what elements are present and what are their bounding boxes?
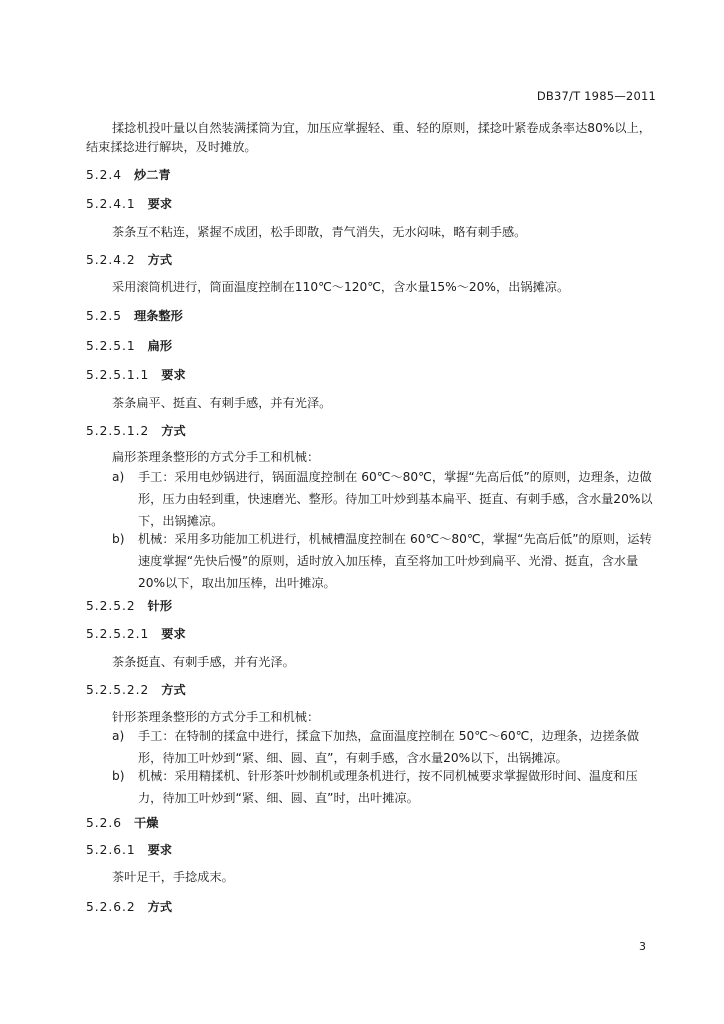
heading-5-2-6 <box>86 814 158 831</box>
list-item-a <box>112 466 658 532</box>
heading-5-2-5-2 <box>86 597 172 614</box>
list-text: 手工：采用电炒锅进行，锅面温度控制在 60℃～80℃，掌握“先高后低”的原则，边理条，边做形，压力由轻到重，快速磨光、整形。待加工叶炒到基本扁平、挺直、有刺手感，含水量20%以下，出锅摊凉。 <box>138 470 653 528</box>
heading-title: 方式 <box>161 424 186 438</box>
heading-number: 5.2.5.1 <box>86 339 136 353</box>
heading-title: 方式 <box>161 683 186 697</box>
header-divider <box>84 106 656 107</box>
heading-title: 要求 <box>161 368 186 382</box>
list-text: 手工：在特制的揉盒中进行，揉盒下加热，盒面温度控制在 50℃～60℃，边理条，边搓条做形，待加工叶炒到“紧、细、圆、直”，有刺手感，含水量20%以下，出锅摊凉。 <box>138 729 640 765</box>
paragraph: 结束揉捻进行解块，及时摊放。 <box>86 140 257 154</box>
heading-number: 5.2.5.1.1 <box>86 368 150 382</box>
heading-title: 方式 <box>147 900 173 914</box>
paragraph: 针形茶理条整形的方式分手工和机械： <box>112 710 320 724</box>
heading-title: 干燥 <box>134 816 159 830</box>
heading-title: 要求 <box>161 627 186 641</box>
heading-number: 5.2.5.2.2 <box>86 683 150 697</box>
heading-5-2-5-1-2 <box>86 422 186 439</box>
heading-number: 5.2.6.1 <box>86 843 136 857</box>
heading-5-2-5-1-1 <box>86 366 186 383</box>
heading-title: 针形 <box>147 599 173 613</box>
list-label: a) <box>112 470 125 484</box>
heading-number: 5.2.4 <box>86 168 123 182</box>
heading-title: 扁形 <box>147 339 173 353</box>
list-label: b) <box>112 532 125 546</box>
standard-number: DB37/T 1985—2011 <box>536 89 656 103</box>
heading-number: 5.2.5.2 <box>86 599 136 613</box>
heading-5-2-6-1 <box>86 841 172 858</box>
heading-5-2-5 <box>86 307 183 324</box>
paragraph: 采用滚筒机进行，筒面温度控制在110℃～120℃，含水量15%～20%，出锅摊凉。 <box>112 280 570 294</box>
paragraph: 茶叶足干，手捻成末。 <box>112 870 234 884</box>
heading-5-2-6-2 <box>86 898 172 915</box>
heading-title: 要求 <box>147 843 173 857</box>
list-item-a <box>112 725 658 769</box>
heading-number: 5.2.6.2 <box>86 900 136 914</box>
heading-number: 5.2.4.2 <box>86 253 136 267</box>
heading-title: 炒二青 <box>134 168 171 182</box>
paragraph: 揉捻机投叶量以自然装满揉筒为宜，加压应掌握轻、重、轻的原则，揉捻叶紧卷成条率达80%以上， <box>112 121 651 135</box>
paragraph: 扁形茶理条整形的方式分手工和机械： <box>112 450 320 464</box>
list-item-b <box>112 528 658 594</box>
heading-5-2-5-2-1 <box>86 625 186 642</box>
list-item-b <box>112 765 658 809</box>
heading-5-2-4-2 <box>86 251 172 268</box>
heading-5-2-5-2-2 <box>86 681 186 698</box>
heading-number: 5.2.5.2.1 <box>86 627 150 641</box>
heading-5-2-5-1 <box>86 337 172 354</box>
heading-number: 5.2.5 <box>86 309 123 323</box>
paragraph: 茶条挺直、有刺手感，并有光泽。 <box>112 655 295 669</box>
heading-number: 5.2.4.1 <box>86 197 136 211</box>
heading-number: 5.2.6 <box>86 816 123 830</box>
heading-title: 方式 <box>147 253 173 267</box>
list-text: 机械：采用精揉机、针形茶叶炒制机或理条机进行，按不同机械要求掌握做形时间、温度和压力，待加工叶炒到“紧、细、圆、直”时，出叶摊凉。 <box>138 769 638 805</box>
list-label: b) <box>112 769 125 783</box>
heading-number: 5.2.5.1.2 <box>86 424 150 438</box>
heading-5-2-4 <box>86 166 171 183</box>
paragraph: 茶条互不粘连，紧握不成团，松手即散，青气消失，无水闷味，略有刺手感。 <box>112 225 527 239</box>
list-text: 机械：采用多功能加工机进行，机械槽温度控制在 60℃～80℃，掌握“先高后低”的原则，运转速度掌握“先快后慢”的原则，适时放入加压棒，直至将加工叶炒到扁平、光滑、挺直，含水量20%以下，取出加压棒，出叶摊凉。 <box>138 532 652 590</box>
heading-5-2-4-1 <box>86 195 172 212</box>
list-label: a) <box>112 729 125 743</box>
page-number: 3 <box>639 940 646 953</box>
heading-title: 理条整形 <box>134 309 183 323</box>
paragraph: 茶条扁平、挺直、有刺手感，并有光泽。 <box>112 396 332 410</box>
heading-title: 要求 <box>147 197 173 211</box>
